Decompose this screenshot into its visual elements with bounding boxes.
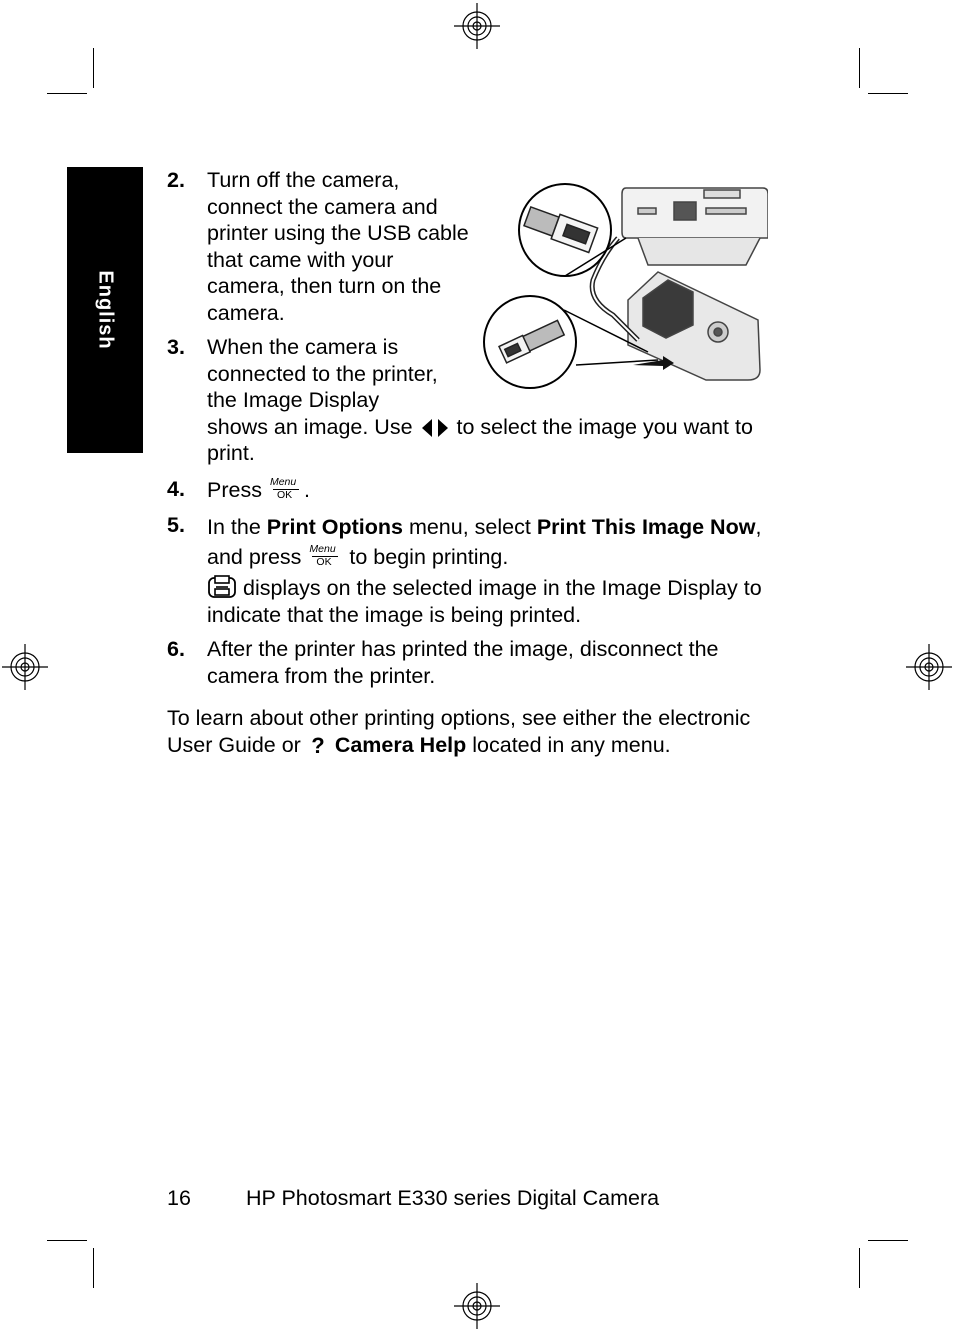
crop-mark <box>859 48 860 88</box>
registration-mark-icon <box>452 1281 502 1331</box>
step-number: 3. <box>167 335 185 359</box>
step-number: 2. <box>167 168 185 192</box>
step-text: Press <box>207 478 262 502</box>
crop-mark <box>93 1248 94 1288</box>
closing-text: To learn about other printing options, see either the electronic User Guide or <box>167 706 751 757</box>
closing-text: located in any menu. <box>472 732 671 757</box>
registration-mark-icon <box>0 642 50 692</box>
crop-mark <box>47 93 87 94</box>
crop-mark <box>868 1240 908 1241</box>
crop-mark <box>859 1248 860 1288</box>
step-text: . <box>303 478 310 502</box>
svg-text:?: ? <box>311 733 325 756</box>
step-text: to begin printing. <box>349 545 509 569</box>
menu-name: Print Options <box>266 515 403 539</box>
language-tab <box>67 167 143 453</box>
step-text: Turn off the camera, connect the camera and printer using the USB cable that came with your camera, then turn on the camera. <box>207 168 469 325</box>
menu-option: Print This Image Now <box>536 515 756 539</box>
step-text: to select the image you want to print. <box>207 414 753 465</box>
step-text: When the camera is connected to the printer, the Image Display <box>207 335 438 412</box>
step-number: 4. <box>167 477 185 501</box>
step-text: In the <box>207 515 261 539</box>
step-number: 6. <box>167 637 185 661</box>
menu-ok-icon: Menu OK <box>307 543 343 569</box>
footer-title: HP Photosmart E330 series Digital Camera <box>246 1186 660 1210</box>
registration-mark-icon <box>904 642 954 692</box>
step-text: menu, select <box>408 515 531 539</box>
step-text: After the printer has printed the image, disconnect the camera from the printer. <box>207 637 719 688</box>
closing-paragraph <box>167 705 767 758</box>
left-right-arrows-icon <box>419 417 451 439</box>
step-text: shows an image. Use <box>207 414 413 439</box>
help-question-icon <box>307 734 329 756</box>
page-number: 16 <box>167 1186 191 1210</box>
camera-help-label: Camera Help <box>334 732 467 757</box>
crop-mark <box>93 48 94 88</box>
crop-mark <box>868 93 908 94</box>
print-icon <box>207 575 237 599</box>
step-text: , and press <box>207 515 762 569</box>
step-text: displays on the selected image in the Image Display to indicate that the image is being printed. <box>207 576 762 627</box>
language-tab-label: English <box>94 270 117 350</box>
registration-mark-icon <box>452 1 502 51</box>
menu-ok-icon: Menu OK <box>268 476 304 502</box>
step-number: 5. <box>167 513 185 537</box>
crop-mark <box>47 1240 87 1241</box>
